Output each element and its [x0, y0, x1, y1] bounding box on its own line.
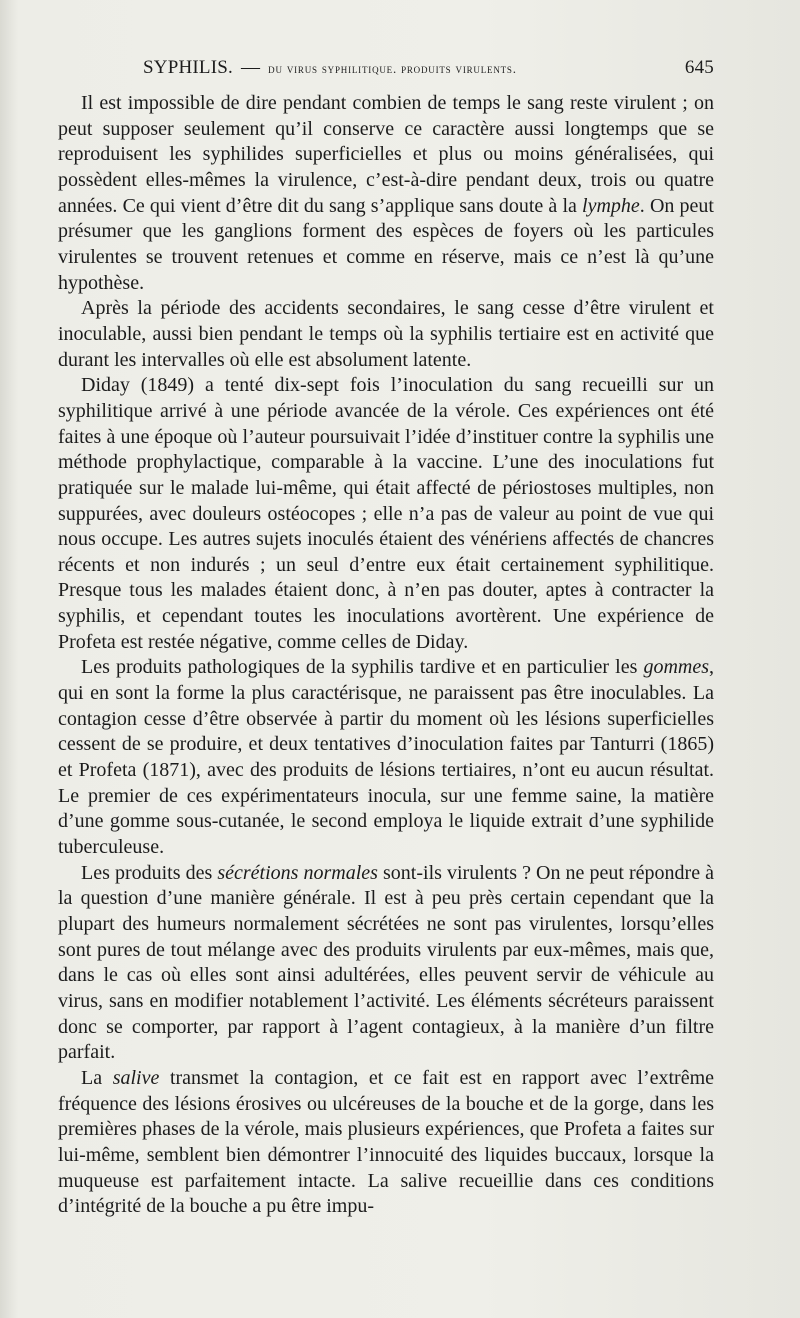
italic-term: sécrétions normales — [217, 861, 378, 884]
italic-term: gommes — [643, 656, 709, 679]
text-run: . On peut présumer que les ganglions forment des espèces de foyers où les particules virulentes se trouvent retenues et comme en réserve, mais ce n’est là qu’une hypothèse. — [58, 194, 714, 294]
text-run: Les produits des — [81, 861, 218, 884]
header-dash: — — [240, 57, 261, 78]
paragraph — [58, 91, 714, 296]
text-run: Diday (1849) a tenté dix-sept fois l’inoculation du sang recueilli sur un syphilitique arrivé à une période avancée de la vérole. Ces expériences ont été faites à une époque où l’auteur poursuivait l’idée d’instituer contre la syphilis une méthode prophylactique, comparable à la vaccine. L’une des inoculations fut pratiquée sur le malade lui-même, qui était affecté de périostoses multiples, non suppurées, avec douleurs ostéocopes ; elle n’a pas de valeur au point de vue qui nous occupe. Les autres sujets inoculés étaient des vénériens affectés de chancres récents et non indurés ; un seul d’entre eux était certainement syphilitique. Presque tous les malades étaient donc, à n’en pas douter, aptes à contracter la syphilis, et cependant toutes les inoculations avortèrent. Une expérience de Profeta est restée négative, comme celles de Diday. — [58, 374, 714, 653]
paragraph — [58, 655, 714, 860]
text-run: sont-ils virulents ? On ne peut répondre à la question d’une manière générale. Il est à peu près certain cependant que la plupart des humeurs normalement sécrétées ne sont pas virulentes, lorsqu’elles sont pures de tout mélange avec des produits virulents par eux-mêmes, mais que, dans le cas où elles sont ainsi adultérées, elles peuvent servir de véhicule au virus, sans en modifier notablement l’activité. Les éléments sécréteurs paraissent donc se comporter, par rapport à l’agent contagieux, à la manière d’un filtre parfait. — [58, 861, 715, 1064]
text-run: Les produits pathologiques de la syphilis tardive et en particulier les — [81, 656, 644, 679]
text-run: La — [81, 1066, 113, 1089]
paragraph — [58, 861, 714, 1066]
header-subtitle: du virus syphilitique. produits virulents. — [268, 61, 517, 76]
header-title — [143, 57, 517, 79]
running-header — [58, 57, 714, 83]
text-run: transmet la contagion, et ce fait est en rapport avec l’extrême fréquence des lésions érosives ou ulcéreuses de la bouche et de la gorge, dans les premières phases de la vérole, mais plusieurs expériences, que Profeta a faites sur lui-même, semblent bien démontrer l’innocuité des liquides buccaux, lorsque la muqueuse est parfaitement intacte. La salive recueillie dans ces conditions d’intégrité de la bouche a pu être impu- — [58, 1066, 715, 1218]
italic-term: lymphe — [582, 194, 640, 217]
italic-term: salive — [112, 1066, 160, 1089]
page-number: 645 — [684, 57, 714, 78]
body-text — [58, 91, 714, 1220]
paragraph — [58, 1066, 714, 1220]
text-run: , qui en sont la forme la plus caractérisque, ne paraissent pas être inoculables. La contagion cesse d’être observée à partir du moment où les lésions superficielles cessent de se produire, et deux tentatives d’inoculation faites par Tanturri (1865) et Profeta (1871), avec des produits de lésions tertiaires, n’ont eu aucun résultat. Le premier de ces expérimentateurs inocula, sur une femme saine, la matière d’une gomme sous-cutanée, le second employa le liquide extrait d’une syphilide tuberculeuse. — [58, 656, 714, 859]
text-run: Après la période des accidents secondaires, le sang cesse d’être virulent et inoculable, aussi bien pendant le temps où la syphilis tertiaire est en activité que durant les intervalles où elle est absolument latente. — [58, 297, 714, 371]
paragraph — [58, 373, 714, 655]
header-title-text: SYPHILIS. — [143, 57, 233, 78]
paragraph — [58, 296, 714, 373]
text-run: Il est impossible de dire pendant combien de temps le sang reste virulent ; on peut supposer seulement qu’il conserve ce caractère aussi longtemps que se reproduisent les syphilides superficielles et plus ou moins généralisées, qui possèdent elles-mêmes la virulence, c’est-à-dire pendant deux, trois ou quatre années. Ce qui vient d’être dit du sang s’applique sans doute à la — [58, 92, 714, 217]
